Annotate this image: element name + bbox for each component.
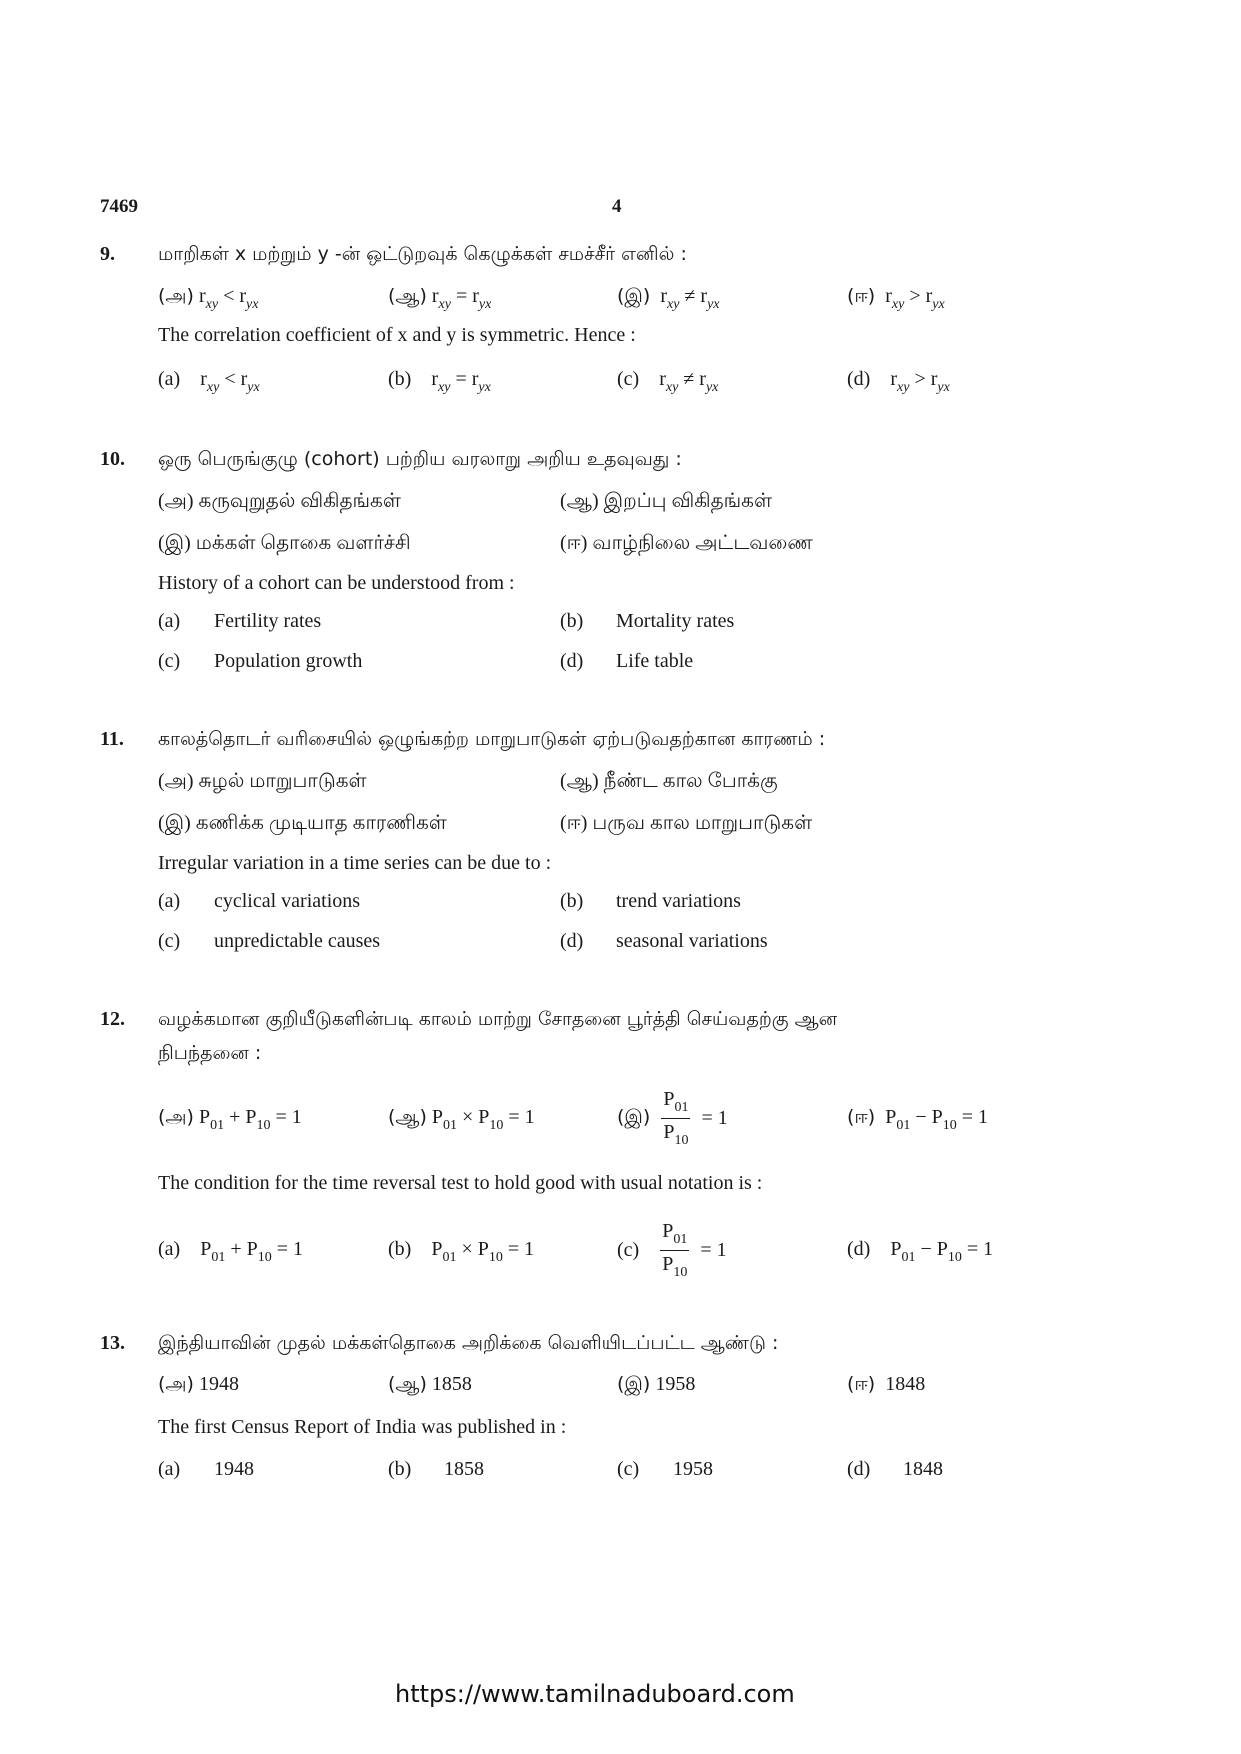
option-english-a: (a) $P_{01} + P_{10} = 1$: [158, 1238, 304, 1265]
option-label: (c): [158, 930, 181, 952]
option-tamil-b: (ஆ) $P_{01} \times P_{10} = 1$: [388, 1106, 535, 1133]
option-tamil-d: (ஈ) $P_{01} - P_{10} = 1$: [847, 1106, 989, 1133]
option-label: (c): [617, 1239, 640, 1261]
option-english-b: (b) $r_{xy} = r_{yx}$: [388, 368, 491, 395]
option-text: 1948: [214, 1458, 254, 1480]
option-text: 1958: [673, 1458, 713, 1480]
question-text-tamil: ஒரு பெருங்குழு (cohort) பற்றிய வரலாறு அறிய உதவுவது :: [158, 448, 682, 470]
option-label: (இ): [158, 532, 191, 554]
option-text: 1958: [655, 1373, 696, 1395]
question-number: 11.: [100, 728, 124, 750]
option-text: வாழ்நிலை அட்டவணை: [592, 532, 813, 554]
option-english-d: [560, 930, 768, 953]
option-english-a: (a) $r_{xy} < r_{yx}$: [158, 368, 260, 395]
option-label: (அ): [158, 1106, 194, 1128]
option-tamil-a: (அ) $P_{01} + P_{10} = 1$: [158, 1106, 302, 1133]
option-tamil-b: [560, 770, 778, 795]
option-tamil-c: [158, 532, 411, 557]
option-label: (ஈ): [560, 812, 588, 834]
option-english-c: (c) $\frac{P_{01}}{P_{10}}$ = 1: [617, 1220, 727, 1280]
option-text: இறப்பு விகிதங்கள்: [603, 490, 772, 512]
option-text: 1948: [198, 1373, 239, 1395]
option-label: (அ): [158, 285, 194, 307]
option-text: 1848: [903, 1458, 943, 1480]
option-label: (a): [158, 890, 181, 912]
option-text: Life table: [616, 650, 694, 672]
option-text: 1858: [431, 1373, 472, 1395]
option-english-a: [158, 890, 360, 913]
option-tamil-d: [560, 812, 812, 837]
option-tamil-d: (ஈ) $r_{xy} > r_{yx}$: [847, 285, 945, 312]
option-text: 1848: [885, 1373, 926, 1395]
option-tamil-b: [560, 490, 772, 515]
option-label: (d): [560, 650, 584, 672]
footer-url[interactable]: https://www.tamilnaduboard.com: [395, 1680, 795, 1708]
question-text-english: The condition for the time reversal test to hold good with usual notation is :: [158, 1172, 763, 1194]
option-english-a: [158, 1458, 254, 1481]
option-label: (இ): [617, 285, 651, 307]
option-label: (a): [158, 1238, 181, 1260]
option-label: (ஆ): [560, 490, 599, 512]
option-text: கணிக்க முடியாத காரணிகள்: [195, 812, 447, 834]
option-label: (d): [847, 1238, 871, 1260]
option-label: (ஈ): [847, 1106, 876, 1128]
option-english-b: (b) $P_{01} \times P_{10} = 1$: [388, 1238, 535, 1265]
option-tamil-a: (அ) $r_{xy} < r_{yx}$: [158, 285, 259, 312]
question-text-tamil: மாறிகள் x மற்றும் y -ன் ஒட்டுறவுக் கெழுக்கள் சமச்சீர் எனில் :: [158, 243, 687, 265]
option-english-b: [560, 610, 734, 633]
option-tamil-a: [158, 490, 401, 515]
option-label: (d): [847, 368, 871, 390]
question-text-tamil-continued: நிபந்தனை :: [158, 1042, 262, 1064]
question-number: 12.: [100, 1008, 125, 1030]
option-english-a: [158, 610, 321, 633]
option-text: seasonal variations: [616, 930, 768, 952]
question-text-tamil: வழக்கமான குறியீடுகளின்படி காலம் மாற்று சோதனை பூர்த்தி செய்வதற்கு ஆன: [158, 1008, 838, 1030]
question-text-english: The correlation coefficient of x and y is symmetric. Hence :: [158, 324, 636, 346]
option-tamil-c: (இ) $r_{xy} \ne r_{yx}$: [617, 285, 720, 312]
option-label: (ஈ): [847, 1373, 876, 1395]
option-text: மக்கள் தொகை வளர்ச்சி: [195, 532, 411, 554]
option-text: trend variations: [616, 890, 741, 912]
option-text: Mortality rates: [616, 610, 735, 632]
option-english-b: [560, 890, 741, 913]
option-label: (இ): [617, 1373, 651, 1395]
option-label: (c): [617, 368, 640, 390]
option-tamil-c: [158, 812, 447, 837]
question-number: 9.: [100, 243, 115, 265]
option-label: (d): [560, 930, 584, 952]
question-text-english: The first Census Report of India was published in :: [158, 1416, 567, 1438]
option-english-d: [847, 1458, 943, 1481]
option-english-d: (d) $P_{01} - P_{10} = 1$: [847, 1238, 994, 1265]
option-label: (b): [388, 1458, 412, 1480]
question-number: 10.: [100, 448, 125, 470]
option-label: (ஈ): [560, 532, 588, 554]
option-text: சுழல் மாறுபாடுகள்: [198, 770, 367, 792]
option-label: (a): [158, 368, 181, 390]
option-label: (b): [388, 1238, 412, 1260]
option-label: (ஆ): [388, 1106, 427, 1128]
option-label: (ஆ): [560, 770, 599, 792]
option-text: பருவ கால மாறுபாடுகள்: [592, 812, 813, 834]
option-tamil-c: [617, 1373, 695, 1398]
option-text: கருவுறுதல் விகிதங்கள்: [198, 490, 401, 512]
option-label: (ஆ): [388, 1373, 427, 1395]
option-label: (b): [388, 368, 412, 390]
fraction: $\frac{P_{01}}{P_{10}}$: [662, 1220, 688, 1280]
option-label: (c): [617, 1458, 640, 1480]
option-tamil-a: [158, 1373, 239, 1398]
fraction: $\frac{P_{01}}{P_{10}}$: [663, 1088, 689, 1148]
option-label: (a): [158, 1458, 181, 1480]
option-tamil-d: [847, 1373, 925, 1398]
option-english-b: [388, 1458, 484, 1481]
option-text: Fertility rates: [214, 610, 322, 632]
option-label: (இ): [617, 1106, 651, 1128]
option-label: (இ): [158, 812, 191, 834]
option-label: (a): [158, 610, 181, 632]
option-label: (b): [560, 890, 584, 912]
option-label: (ஆ): [388, 285, 427, 307]
option-tamil-c: (இ) $\frac{P_{01}}{P_{10}}$ = 1: [617, 1088, 728, 1148]
paper-code: 7469: [100, 196, 138, 217]
option-label: (அ): [158, 490, 194, 512]
option-tamil-d: [560, 532, 813, 557]
question-number: 13.: [100, 1332, 125, 1354]
question-text-english: History of a cohort can be understood from :: [158, 572, 515, 594]
option-label: (ஈ): [847, 285, 876, 307]
option-text: unpredictable causes: [214, 930, 381, 952]
option-label: (அ): [158, 770, 194, 792]
option-label: (அ): [158, 1373, 194, 1395]
option-tamil-b: (ஆ) $r_{xy} = r_{yx}$: [388, 285, 492, 312]
option-label: (d): [847, 1458, 871, 1480]
option-english-c: (c) $r_{xy} \ne r_{yx}$: [617, 368, 719, 395]
option-text: நீண்ட கால போக்கு: [603, 770, 778, 792]
option-label: (b): [560, 610, 584, 632]
question-text-tamil: இந்தியாவின் முதல் மக்கள்தொகை அறிக்கை வெளியிடப்பட்ட ஆண்டு :: [158, 1332, 779, 1354]
option-tamil-b: [388, 1373, 472, 1398]
option-label: (c): [158, 650, 181, 672]
option-tamil-a: [158, 770, 367, 795]
option-text: Population growth: [214, 650, 363, 672]
question-text-tamil: காலத்தொடர் வரிசையில் ஒழுங்கற்ற மாறுபாடுகள் ஏற்படுவதற்கான காரணம் :: [158, 728, 826, 750]
option-text: cyclical variations: [214, 890, 361, 912]
option-english-d: [560, 650, 693, 673]
option-english-c: [617, 1458, 713, 1481]
option-english-d: (d) $r_{xy} > r_{yx}$: [847, 368, 950, 395]
option-english-c: [158, 930, 380, 953]
option-text: 1858: [444, 1458, 484, 1480]
question-text-english: Irregular variation in a time series can be due to :: [158, 852, 552, 874]
page-number: 4: [612, 196, 622, 217]
option-english-c: [158, 650, 362, 673]
